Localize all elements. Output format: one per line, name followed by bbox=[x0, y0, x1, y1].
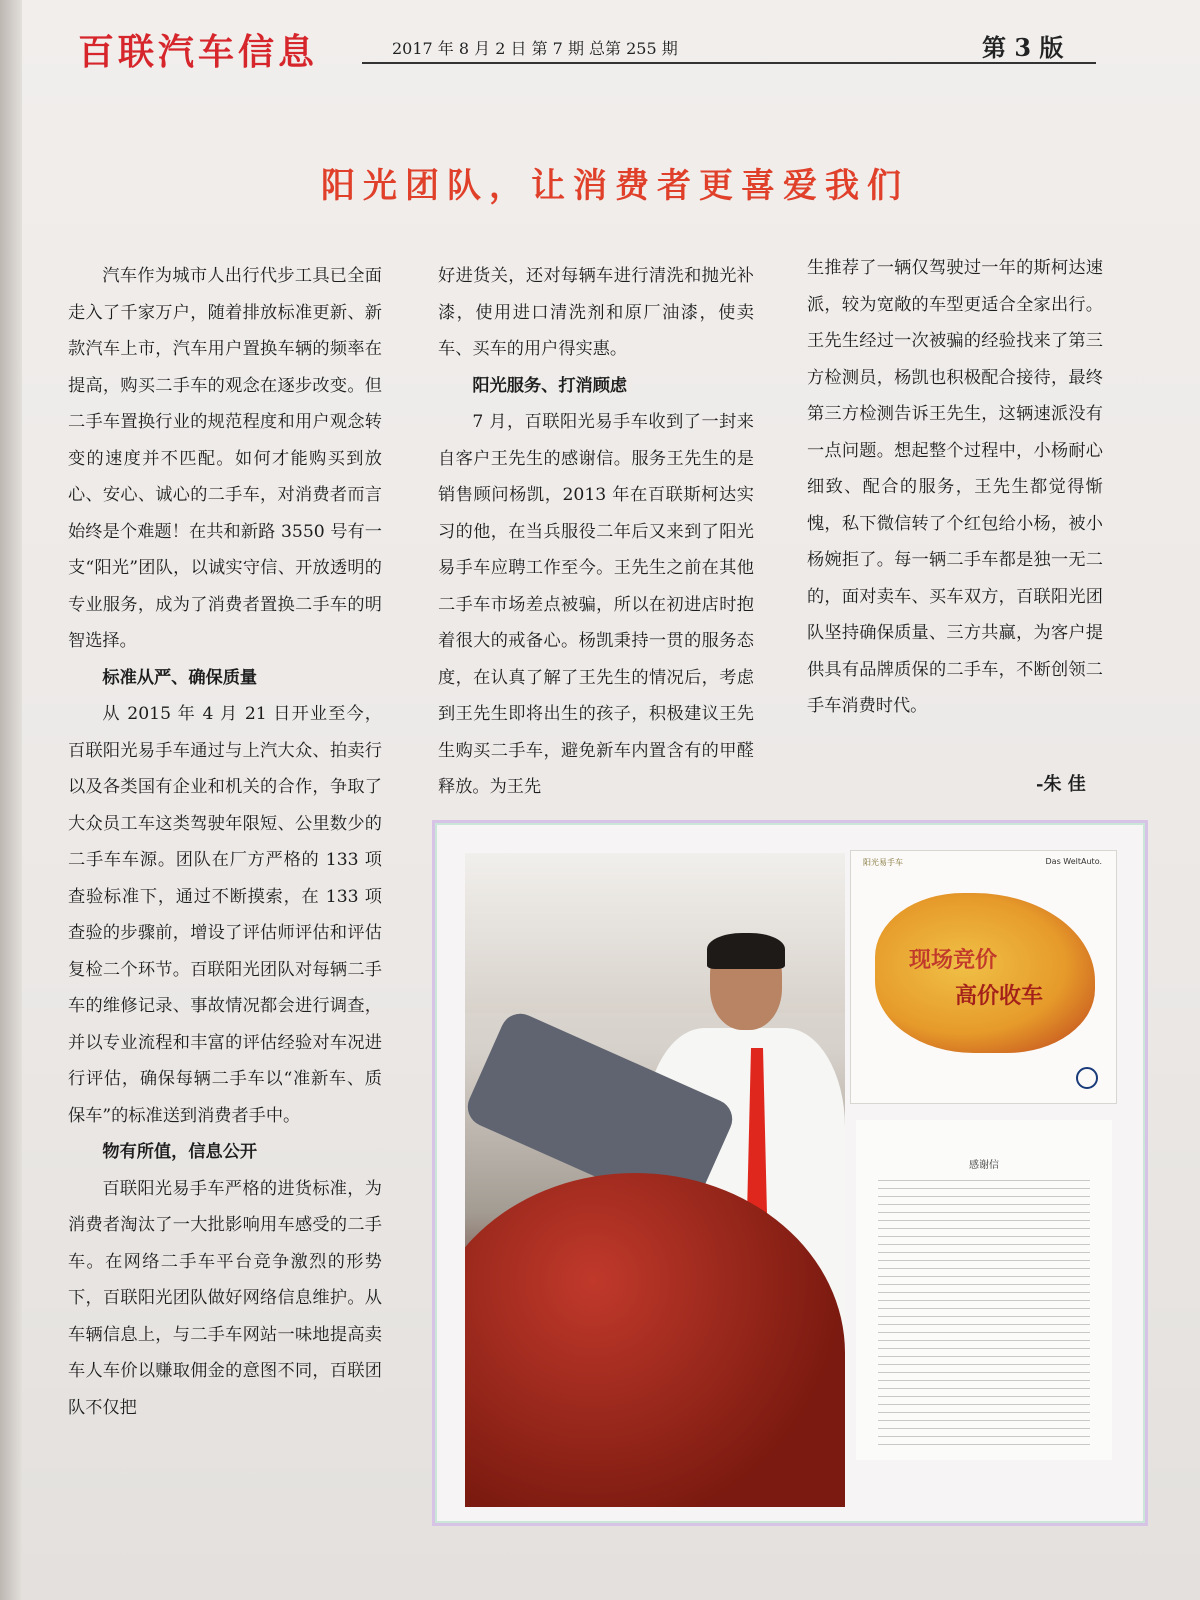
article-headline: 阳光团队，让消费者更喜爱我们 bbox=[321, 166, 909, 206]
paragraph: 从 2015 年 4 月 21 日开业至今，百联阳光易手车通过与上汽大众、拍卖行以及各类国有企业和机关的合作，争取了大众员工车这类驾驶年限短、公里数少的二手车车源。团队在厂方严格的 133 项查验标准下，通过不断摸索，在 133 项查验的步骤前，增设了评估师评估和评估复检二个环节。百联阳光团队对每辆二手车的维修记录、事故情况都会进行调查，并以专业流程和丰富的评估经验对车况进行评估，确保每辆二手车以“准新车、质保车”的标准送到消费者手中。 bbox=[68, 704, 382, 1126]
paragraph: 好进货关，还对每辆车进行清洗和抛光补漆，使用进口清洗剂和原厂油漆，使卖车、买车的用户得实惠。 bbox=[438, 266, 754, 359]
man-hair bbox=[707, 933, 785, 969]
author-byline: -朱 佳 bbox=[1036, 774, 1086, 795]
article-column-2 bbox=[438, 258, 754, 806]
salesman-photo bbox=[465, 853, 845, 1507]
masthead-title: 百联汽车信息 bbox=[78, 32, 319, 73]
showroom-ceiling bbox=[465, 853, 845, 1013]
ad-poster bbox=[850, 850, 1117, 1104]
letter-title: 感谢信 bbox=[969, 1160, 999, 1171]
poster-word-1: 现场竞价 bbox=[909, 948, 998, 973]
paragraph: 汽车作为城市人出行代步工具已全面走入了千家万户，随着排放标准更新、新款汽车上市，汽车用户置换车辆的频率在提高，购买二手车的观念在逐步改变。但二手车置换行业的规范程度和用户观念转变的速度并不匹配。如何才能购买到放心、安心、诚心的二手车，对消费者而言始终是个难题！在共和新路 3550 号有一支“阳光”团队，以诚实守信、开放透明的专业服务，成为了消费者置换二手车的明智选择。 bbox=[68, 266, 382, 651]
letter-text-lines bbox=[878, 1180, 1090, 1450]
article-column-1 bbox=[68, 258, 382, 1426]
article-column-3 bbox=[807, 250, 1103, 725]
vw-logo-icon bbox=[1076, 1067, 1098, 1089]
paragraph: 7 月，百联阳光易手车收到了一封来自客户王先生的感谢信。服务王先生的是销售顾问杨凯，2013 年在百联斯柯达实习的他，在当兵服役二年后又来到了阳光易手车应聘工作至今。王先生之前在其他二手车市场差点被骗，所以在初进店时抱着很大的戒备心。杨凯秉持一贯的服务态度，在认真了解了王先生的情况后，考虑到王先生即将出生的孩子，积极建议王先生购买二手车，避免新车内置含有的甲醛释放。为王先 bbox=[438, 412, 754, 797]
paragraph: 百联阳光易手车严格的进货标准，为消费者淘汰了一大批影响用车感受的二手车。在网络二手车平台竞争激烈的形势下，百联阳光团队做好网络信息维护。从车辆信息上，与二手车网站一味地提高卖车人车价以赚取佣金的意图不同，百联团队不仅把 bbox=[68, 1178, 382, 1418]
poster-brand-left: 阳光易手车 bbox=[863, 858, 903, 867]
header-rule bbox=[362, 62, 1096, 64]
section-heading: 物有所值，信息公开 bbox=[102, 1142, 258, 1162]
edition-number: 第 3 版 bbox=[982, 33, 1064, 62]
paragraph: 生推荐了一辆仅驾驶过一年的斯柯达速派，较为宽敞的车型更适合全家出行。王先生经过一次被骗的经验找来了第三方检测员，杨凯也积极配合接待，最终第三方检测告诉王先生，这辆速派没有一点问题。想起整个过程中，小杨耐心细致、配合的服务，王先生都觉得惭愧，私下微信转了个红包给小杨，被小杨婉拒了。每一辆二手车都是独一无二的，面对卖车、买车双方，百联阳光团队坚持确保质量、三方共赢，为客户提供具有品牌质保的二手车，不断创领二手车消费时代。 bbox=[807, 258, 1103, 716]
section-heading: 标准从严、确保质量 bbox=[102, 667, 258, 688]
poster-word-2: 高价收车 bbox=[955, 984, 1044, 1009]
section-heading: 阳光服务、打消顾虑 bbox=[472, 375, 628, 396]
thank-you-letter bbox=[856, 1120, 1112, 1460]
poster-brand-right: Das WeltAuto. bbox=[1045, 857, 1102, 866]
issue-info: 2017 年 8 月 2 日 第 7 期 总第 255 期 bbox=[392, 39, 678, 58]
